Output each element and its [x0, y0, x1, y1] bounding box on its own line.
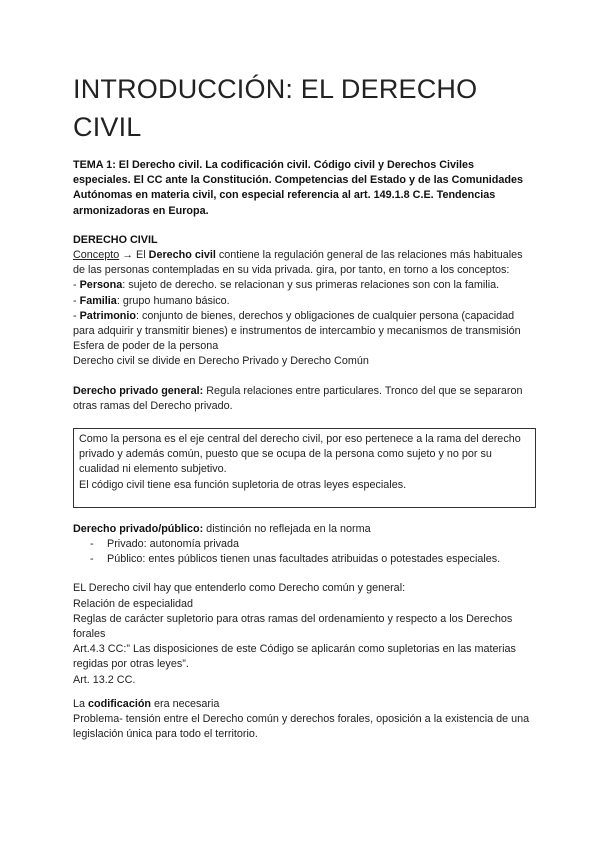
concept-item-patrimonio: - Patrimonio: conjunto de bienes, derechos y obligaciones de cualquier persona (capacidad para adquirir y transmitir bienes) e instrumentos de intercambio y mecanismos de transmisión: [73, 309, 521, 338]
concept-item-familia: - Familia: grupo humano básico.: [73, 294, 230, 307]
privado-publico-paragraph: Derecho privado/público: distinción no reflejada en la norma: [73, 522, 371, 535]
codificacion-paragraph: La codificación era necesaria: [73, 697, 220, 710]
document-body: [73, 158, 533, 743]
tema-text: TEMA 1: El Derecho civil. La codificación civil. Código civil y Derechos Civiles especiales. El CC ante la Constitución. Competencias del Estado y de las Comunidades Autónomas en materia civil, con especial referencia al art. 149.1.8 C.E. Tendencias armonizadoras en Europa.: [73, 159, 523, 217]
comun-line-3: Reglas de carácter supletorio para otras ramas del ordenamiento y respecto a los Derechos forales: [73, 612, 513, 641]
tema-paragraph: [73, 158, 533, 219]
section-heading-derecho-civil: DERECHO CIVIL: [73, 233, 158, 246]
list-item: - Público: entes públicos tienen unas facultades atribuidas o potestades especiales.: [90, 552, 533, 567]
concepto-paragraph: Concepto → El Derecho civil contiene la regulación general de las relaciones más habituales de las personas contempladas en su vida privada. gira, por tanto, en torno a los conceptos:: [73, 249, 523, 277]
comun-line-1: EL Derecho civil hay que entenderlo como Derecho común y general:: [73, 582, 406, 595]
page-title: INTRODUCCIÓN: EL DERECHO CIVIL: [73, 74, 478, 142]
note-line-2: El código civil tiene esa función supletoria de otras leyes especiales.: [79, 478, 407, 491]
codificacion-line-2: Problema- tensión entre el Derecho común y derechos forales, oposición a la existencia de una legislación única para todo el territorio.: [73, 713, 530, 741]
comun-line-5: Art. 13.2 CC.: [73, 673, 136, 686]
comun-line-4: Art.4.3 CC:” Las disposiciones de este Código se aplicarán como supletorias en las materias regidas por otras leyes”.: [73, 643, 516, 671]
list-item: - Privado: autonomía privada: [90, 537, 533, 552]
note-line-1: Como la persona es el eje central del derecho civil, por eso pertenece a la rama del derecho privado y además común, puesto que se ocupa de la persona como sujeto y no por su cualidad ni elemento subjetivo.: [79, 433, 521, 476]
concept-item-persona: - Persona: sujeto de derecho. se relacionan y sus primeras relaciones son con la familia.: [73, 279, 500, 292]
privado-publico-list: [73, 537, 533, 567]
comun-line-2: Relación de especialidad: [73, 597, 194, 610]
privado-general-paragraph: Derecho privado general: Regula relaciones entre particulares. Tronco del que se separaron otras ramas del Derecho privado.: [73, 384, 523, 412]
note-box: [73, 428, 536, 508]
concepto-label: Concepto: [73, 249, 120, 262]
line-esfera: Esfera de poder de la persona: [73, 340, 219, 353]
line-divide: Derecho civil se divide en Derecho Privado y Derecho Común: [73, 355, 369, 368]
